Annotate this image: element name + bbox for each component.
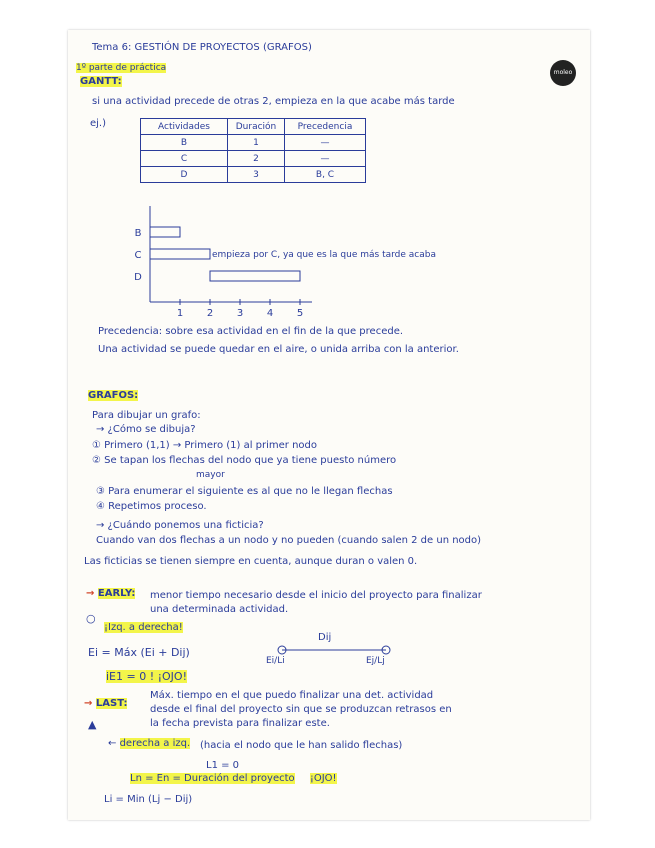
early-definition-2: una determinada actividad. xyxy=(150,604,289,615)
early-heading-text: EARLY: xyxy=(97,588,136,599)
grafos-heading: GRAFOS: xyxy=(88,390,139,401)
grafos-step-1: ① Primero (1,1) → Primero (1) al primer nodo xyxy=(92,440,318,451)
table-cell: C xyxy=(141,151,228,167)
arrow-right-icon: → xyxy=(84,698,93,709)
grafos-howto: Para dibujar un grafo: xyxy=(92,410,201,421)
gantt-heading: GANTT: xyxy=(80,76,122,87)
last-heading xyxy=(84,698,127,709)
last-ojo: ¡OJO! xyxy=(309,773,337,784)
node-j-label: Ej/Lj xyxy=(366,656,385,666)
last-direction: derecha a izq. xyxy=(119,738,191,749)
last-l1: L1 = 0 xyxy=(206,760,240,771)
early-init-text: iE1 = 0 ! ¡OJO! xyxy=(106,670,187,683)
gantt-bar xyxy=(150,249,210,259)
col-duration: Duración xyxy=(228,119,285,135)
precedence-line-2: Una actividad se puede quedar en el aire, o unida arriba con la anterior. xyxy=(98,344,459,355)
ficticia-answer: Cuando van dos flechas a un nodo y no pueden (cuando salen 2 de un nodo) xyxy=(96,535,482,546)
table-cell: 3 xyxy=(228,167,285,183)
chart-note: empieza por C, ya que es la que más tarde acaba xyxy=(212,250,436,260)
table-cell: — xyxy=(285,135,366,151)
table-cell: — xyxy=(285,151,366,167)
table-header-row xyxy=(141,119,366,135)
table-cell: B xyxy=(141,135,228,151)
table-cell: 2 xyxy=(228,151,285,167)
early-heading xyxy=(86,588,135,599)
gantt-bar xyxy=(210,271,300,281)
arrow-left-icon: ← xyxy=(108,738,117,749)
last-direction-note: (hacia el nodo que le han salido flechas) xyxy=(200,740,403,751)
x-tick-label: 2 xyxy=(206,308,214,318)
table-cell: 1 xyxy=(228,135,285,151)
last-formula: Li = Min (Lj − Dij) xyxy=(104,794,193,805)
early-formula: Ei = Máx (Ei + Dij) xyxy=(88,646,190,659)
edge-label: Dij xyxy=(318,632,332,643)
ficticia-question: → ¿Cuándo ponemos una ficticia? xyxy=(96,520,264,531)
early-definition-1: menor tiempo necesario desde el inicio del proyecto para finalizar xyxy=(150,590,482,601)
col-precedence: Precedencia xyxy=(285,119,366,135)
precedence-line-1: Precedencia: sobre esa actividad en el fin de la que precede. xyxy=(98,326,404,337)
x-tick-label: 3 xyxy=(236,308,244,318)
circle-icon: ○ xyxy=(86,612,96,625)
triangle-icon: ▲ xyxy=(88,718,97,731)
gantt-plot xyxy=(134,206,312,318)
last-heading-text: LAST: xyxy=(95,698,128,709)
last-definition-1: Máx. tiempo en el que puedo finalizar una det. actividad xyxy=(150,690,434,701)
last-definition-2: desde el final del proyecto sin que se produzcan retrasos en xyxy=(150,704,452,715)
table-row xyxy=(141,151,366,167)
gantt-rule: si una actividad precede de otras 2, empieza en la que acabe más tarde xyxy=(92,96,455,107)
table-row xyxy=(141,167,366,183)
edge-diagram xyxy=(260,634,420,674)
page-title: Tema 6: GESTIÓN DE PROYECTOS (GRAFOS) xyxy=(92,42,312,53)
gantt-bar xyxy=(150,227,180,237)
x-tick-label: 5 xyxy=(296,308,304,318)
last-definition-3: la fecha prevista para finalizar este. xyxy=(150,718,330,729)
category-label: C xyxy=(134,250,142,261)
example-label: ej.) xyxy=(90,118,107,129)
table-cell: B, C xyxy=(285,167,366,183)
early-direction: ¡Izq. a derecha! xyxy=(104,622,183,633)
grafos-step-2: ② Se tapan los flechas del nodo que ya tiene puesto número xyxy=(92,455,397,466)
grafos-question: → ¿Cómo se dibuja? xyxy=(96,424,196,435)
grafos-step-2-note: mayor xyxy=(196,470,225,480)
page-subtitle: 1º parte de práctica xyxy=(76,63,167,73)
last-ln: Ln = En = Duración del proyecto xyxy=(130,773,295,784)
last-ln-row xyxy=(130,773,337,784)
node-i-label: Ei/Li xyxy=(266,656,285,666)
x-tick-label: 4 xyxy=(266,308,274,318)
ficticia-note: Las ficticias se tienen siempre en cuenta, aunque duran o valen 0. xyxy=(84,556,418,567)
category-label: B xyxy=(134,228,142,239)
arrow-right-icon: → xyxy=(86,588,95,599)
grafos-step-4: ④ Repetimos proceso. xyxy=(96,501,207,512)
brand-logo: moleo xyxy=(550,60,576,86)
x-tick-label: 1 xyxy=(176,308,184,318)
last-direction-row xyxy=(108,738,190,749)
table-cell: D xyxy=(141,167,228,183)
activities-table xyxy=(140,118,366,183)
grafos-step-3: ③ Para enumerar el siguiente es al que no le llegan flechas xyxy=(96,486,393,497)
col-activities: Actividades xyxy=(141,119,228,135)
table-row xyxy=(141,135,366,151)
early-init xyxy=(106,670,187,683)
category-label: D xyxy=(134,272,142,283)
